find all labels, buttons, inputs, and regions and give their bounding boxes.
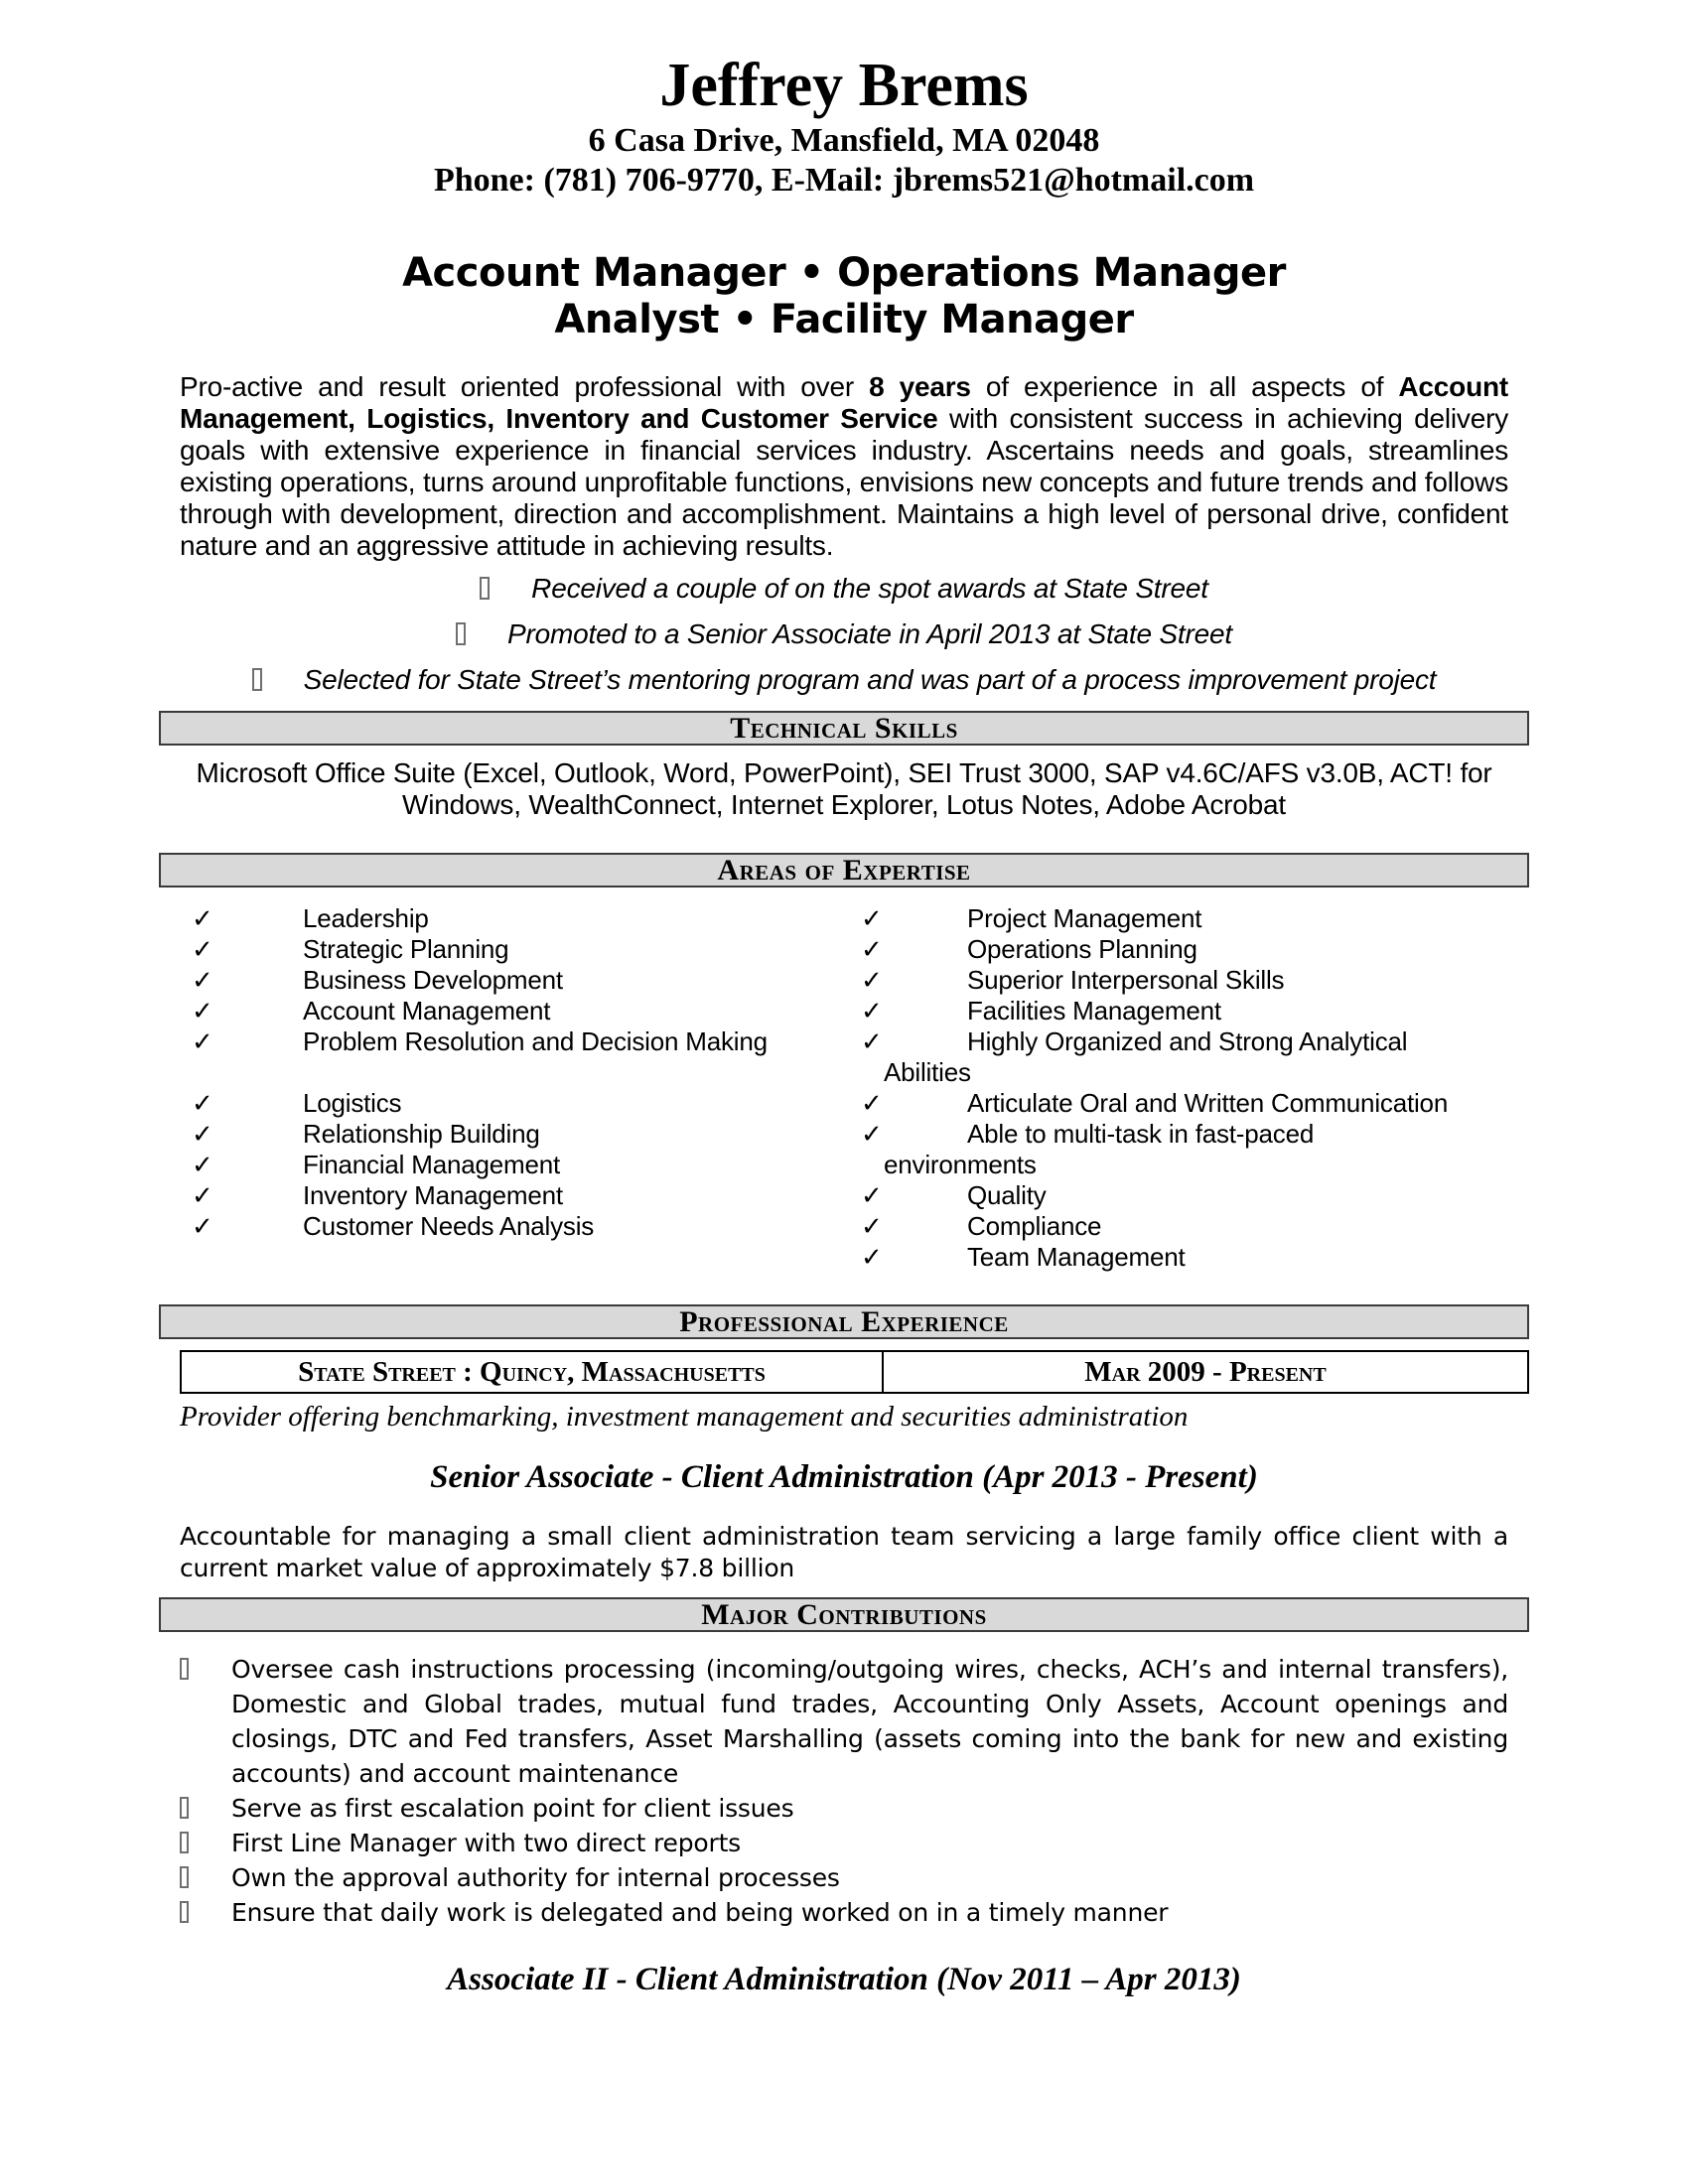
checkmark-icon: ✓ (192, 1211, 213, 1241)
missing-glyph-bullet-icon (180, 1658, 189, 1680)
contribution-text: First Line Manager with two direct reports (231, 1829, 742, 1857)
headline-line-1: Account Manager • Operations Manager (402, 250, 1286, 296)
contribution-text: Ensure that daily work is delegated and being worked on in a timely manner (231, 1898, 1169, 1927)
highlight-text: Received a couple of on the spot awards at State Street (531, 573, 1208, 604)
checkmark-icon: ✓ (861, 1026, 883, 1056)
expertise-text: Business Development (303, 965, 563, 995)
expertise-item (834, 1211, 1529, 1242)
summary-paragraph: Pro-active and result oriented professional with over 8 years of experience in all aspects of Account Management, Logistics, Inventory and Customer Service with consistent success in achieving delivery goals with extensive experience in financial services industry. Ascertains needs and goals, streamlines existing operations, turns around unprofitable functions, envisions new concepts and future trends and follows through with development, direction and accomplishment. Maintains a high level of personal drive, confident nature and an aggressive attitude in achieving results. (180, 371, 1509, 561)
expertise-item (834, 1119, 1529, 1180)
expertise-item (159, 903, 834, 934)
contribution-item (180, 1652, 1508, 1791)
expertise-text: Leadership (303, 903, 429, 933)
expertise-text: Customer Needs Analysis (303, 1211, 595, 1241)
role-title-associate-ii: Associate II - Client Administration (Nov 2011 – Apr 2013) (447, 1962, 1241, 1997)
role-title-senior-associate: Senior Associate - Client Administration (Apr 2013 - Present) (430, 1459, 1258, 1495)
checkmark-icon: ✓ (192, 996, 213, 1025)
section-heading-label: Major Contributions (701, 1598, 987, 1631)
expertise-item (834, 996, 1529, 1026)
checkmark-icon: ✓ (192, 903, 213, 933)
expertise-column-left (159, 903, 834, 1273)
contribution-text: Oversee cash instructions processing (incoming/outgoing wires, checks, ACH’s and internal transfers), Domestic and Global trades, mutual fund trades, Accounting Only Assets, Account openings and closings, DTC and Fed transfers, Asset Marshalling (assets coming into the bank for new and existing accounts) and account maintenance (231, 1655, 1508, 1788)
expertise-item (834, 1026, 1529, 1088)
section-heading-label: Professional Experience (679, 1305, 1009, 1338)
highlight-item (159, 657, 1529, 703)
expertise-item (834, 903, 1529, 934)
expertise-text: Articulate Oral and Written Communication (967, 1088, 1449, 1118)
missing-glyph-bullet-icon (180, 1832, 189, 1853)
contribution-item (180, 1860, 1508, 1895)
section-heading-label: Technical Skills (730, 712, 958, 745)
contribution-text: Own the approval authority for internal processes (231, 1863, 840, 1892)
expertise-text: Superior Interpersonal Skills (967, 965, 1285, 995)
highlight-item (159, 566, 1529, 612)
missing-glyph-bullet-icon (252, 668, 262, 691)
expertise-item (834, 1180, 1529, 1211)
section-heading-professional-experience (159, 1304, 1529, 1339)
expertise-text-cont: environments (884, 1150, 1037, 1179)
expertise-text: Relationship Building (303, 1119, 540, 1149)
contribution-item (180, 1791, 1508, 1826)
expertise-item (834, 934, 1529, 965)
checkmark-icon: ✓ (192, 965, 213, 995)
expertise-text: Strategic Planning (303, 934, 509, 964)
employer-table (180, 1350, 1529, 1394)
company-description: Provider offering benchmarking, investment management and securities administration (180, 1401, 1189, 1433)
technical-skills-text: Microsoft Office Suite (Excel, Outlook, Word, PowerPoint), SEI Trust 3000, SAP v4.6C/AFS v3.0B, ACT! for Windows, WealthConnect, Internet Explorer, Lotus Notes, Adobe Acrobat (196, 757, 1492, 820)
expertise-item (159, 1180, 834, 1211)
candidate-name: Jeffrey Brems (659, 52, 1029, 119)
checkmark-icon: ✓ (861, 1180, 883, 1210)
expertise-text: Financial Management (303, 1150, 561, 1179)
highlight-text: Selected for State Street’s mentoring program and was part of a process improvement project (303, 664, 1437, 695)
expertise-item (834, 1088, 1529, 1119)
expertise-item (159, 1119, 834, 1150)
contribution-item (180, 1826, 1508, 1860)
missing-glyph-bullet-icon (180, 1901, 189, 1923)
highlight-text: Promoted to a Senior Associate in April 2013 at State Street (507, 618, 1232, 649)
section-heading-label: Areas of Expertise (717, 854, 971, 887)
highlights-list (159, 566, 1529, 703)
expertise-text: Team Management (967, 1242, 1186, 1272)
contact-line: Phone: (781) 706-9770, E-Mail: jbrems521@hotmail.com (433, 162, 1255, 199)
expertise-item (159, 965, 834, 996)
section-heading-technical-skills (159, 711, 1529, 746)
checkmark-icon: ✓ (861, 1088, 883, 1118)
checkmark-icon: ✓ (861, 903, 883, 933)
checkmark-icon: ✓ (192, 1119, 213, 1149)
expertise-text-cont: Abilities (884, 1057, 971, 1087)
expertise-item (834, 965, 1529, 996)
checkmark-icon: ✓ (861, 1119, 883, 1149)
expertise-text: Highly Organized and Strong Analytical (967, 1026, 1408, 1056)
expertise-text: Inventory Management (303, 1180, 563, 1210)
expertise-item (159, 996, 834, 1026)
contributions-list (180, 1652, 1508, 1930)
expertise-columns (159, 903, 1529, 1273)
checkmark-icon: ✓ (192, 1180, 213, 1210)
missing-glyph-bullet-icon (180, 1797, 189, 1819)
checkmark-icon: ✓ (192, 934, 213, 964)
headline-line-2: Analyst • Facility Manager (554, 297, 1134, 342)
expertise-text: Problem Resolution and Decision Making (303, 1026, 768, 1056)
expertise-text: Quality (967, 1180, 1047, 1210)
checkmark-icon: ✓ (861, 934, 883, 964)
checkmark-icon: ✓ (192, 1150, 213, 1179)
checkmark-icon: ✓ (861, 1242, 883, 1272)
role-intro-paragraph: Accountable for managing a small client administration team servicing a large family office client with a current market value of approximately $7.8 billion (180, 1522, 1508, 1582)
employment-dates-cell: Mar 2009 - Present (1084, 1356, 1327, 1388)
expertise-item (159, 1150, 834, 1180)
missing-glyph-bullet-icon (456, 622, 466, 645)
checkmark-icon: ✓ (192, 1088, 213, 1118)
expertise-text: Compliance (967, 1211, 1102, 1241)
checkmark-icon: ✓ (861, 1211, 883, 1241)
expertise-item (159, 1026, 834, 1057)
expertise-text: Account Management (303, 996, 551, 1025)
highlight-item (159, 612, 1529, 657)
section-heading-areas-of-expertise (159, 853, 1529, 887)
expertise-text: Facilities Management (967, 996, 1221, 1025)
expertise-text: Able to multi-task in fast-paced (967, 1119, 1315, 1149)
missing-glyph-bullet-icon (480, 577, 490, 600)
expertise-text: Logistics (303, 1088, 402, 1118)
expertise-item (159, 1211, 834, 1242)
contribution-text: Serve as first escalation point for client issues (231, 1794, 794, 1823)
expertise-text: Project Management (967, 903, 1202, 933)
missing-glyph-bullet-icon (180, 1866, 189, 1888)
expertise-item (834, 1242, 1529, 1273)
expertise-column-right (834, 903, 1529, 1273)
expertise-item (159, 934, 834, 965)
address-line: 6 Casa Drive, Mansfield, MA 02048 (588, 122, 1100, 159)
section-heading-major-contributions (159, 1597, 1529, 1632)
checkmark-icon: ✓ (192, 1026, 213, 1056)
expertise-text: Operations Planning (967, 934, 1197, 964)
employer-name-cell: State Street : Quincy, Massachusetts (182, 1352, 884, 1392)
checkmark-icon: ✓ (861, 965, 883, 995)
contribution-item (180, 1895, 1508, 1930)
checkmark-icon: ✓ (861, 996, 883, 1025)
expertise-item (159, 1088, 834, 1119)
headline (159, 250, 1529, 343)
